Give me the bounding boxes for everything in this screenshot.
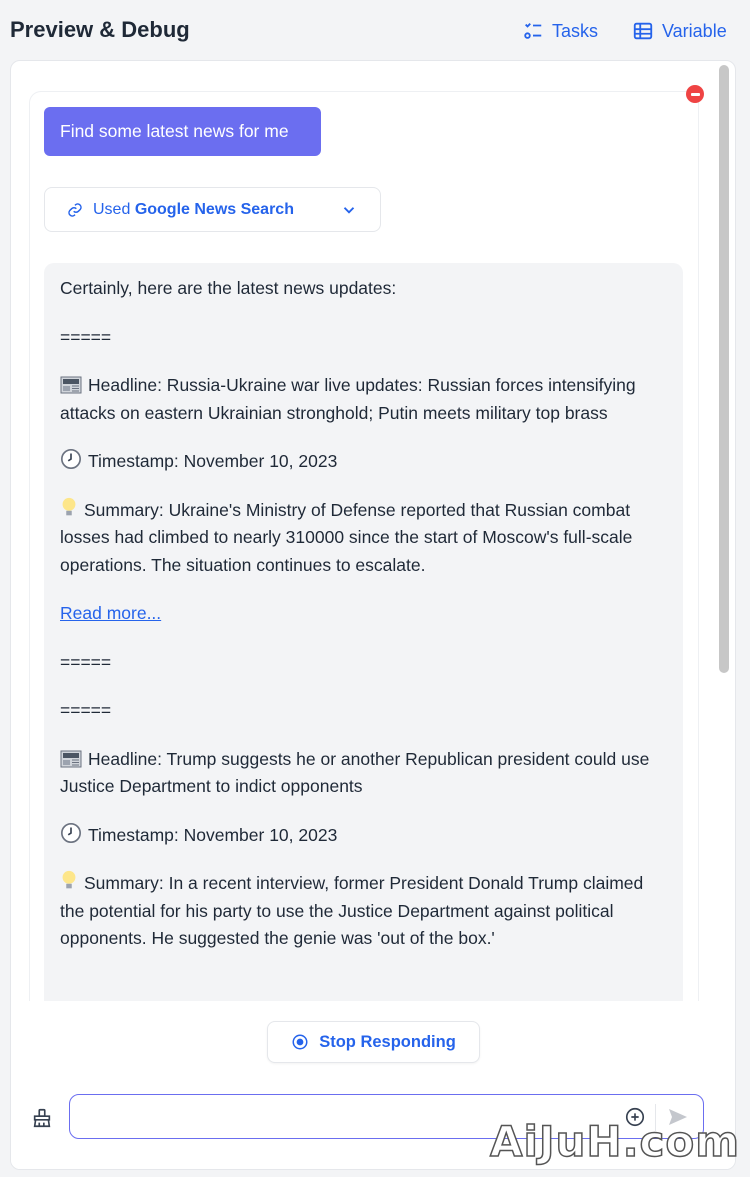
separator: ===== — [60, 651, 112, 672]
variable-label: Variable — [662, 20, 727, 41]
user-message: Find some latest news for me — [44, 107, 321, 156]
tasks-label: Tasks — [552, 20, 599, 41]
chevron-down-icon — [340, 201, 358, 219]
scrollbar-thumb[interactable] — [719, 65, 729, 673]
lightbulb-icon — [60, 870, 78, 892]
header — [0, 0, 750, 60]
tool-used-toggle[interactable] — [44, 187, 381, 232]
newspaper-icon — [60, 750, 82, 768]
separator: ===== — [60, 326, 112, 347]
link-icon — [67, 202, 83, 218]
tool-name: Google News Search — [134, 200, 294, 218]
tasks-icon — [522, 20, 544, 42]
lightbulb-icon — [60, 497, 78, 519]
news-headline: Headline: Trump suggests he or another Republican president could use Justice Department to indict opponents — [60, 748, 650, 796]
news-timestamp: Timestamp: November 10, 2023 — [60, 448, 667, 476]
stop-responding-button[interactable] — [267, 1021, 480, 1063]
tool-used-prefix: Used — [93, 200, 131, 218]
table-icon — [632, 20, 654, 42]
newspaper-icon — [60, 376, 82, 394]
news-summary: Summary: Ukraine's Ministry of Defense reported that Russian combat losses had climbed to nearly 310000 since the start of Moscow's full-scale operations. The situation continues to escalate. — [60, 497, 667, 580]
tasks-button[interactable] — [522, 20, 598, 42]
news-timestamp: Timestamp: November 10, 2023 — [60, 822, 667, 850]
stop-responding-label: Stop Responding — [319, 1032, 456, 1051]
variable-button[interactable] — [632, 20, 727, 42]
page-title: Preview & Debug — [10, 17, 190, 42]
answer-intro: Certainly, here are the latest news updates: — [60, 278, 397, 298]
news-headline: Headline: Russia-Ukraine war live updates: Russian forces intensifying attacks on eastern Ukrainian stronghold; Putin meets military top brass — [60, 375, 636, 423]
remove-icon[interactable] — [686, 85, 704, 103]
broom-icon[interactable] — [31, 1107, 53, 1129]
stop-circle-icon — [291, 1033, 309, 1051]
clock-icon — [60, 822, 82, 844]
clock-icon — [60, 448, 82, 470]
news-summary: Summary: In a recent interview, former President Donald Trump claimed the potential for his party to use the Justice Department against political opponents. He suggested the genie was 'out of the box.' — [60, 870, 667, 953]
debug-panel — [10, 60, 736, 1170]
read-more-link[interactable]: Read more... — [60, 603, 162, 623]
assistant-answer — [44, 263, 683, 1023]
tool-used-text — [93, 201, 294, 219]
separator: ===== — [60, 700, 112, 720]
watermark: AiJuH.com — [490, 1117, 741, 1166]
read-more-paragraph — [60, 600, 667, 628]
